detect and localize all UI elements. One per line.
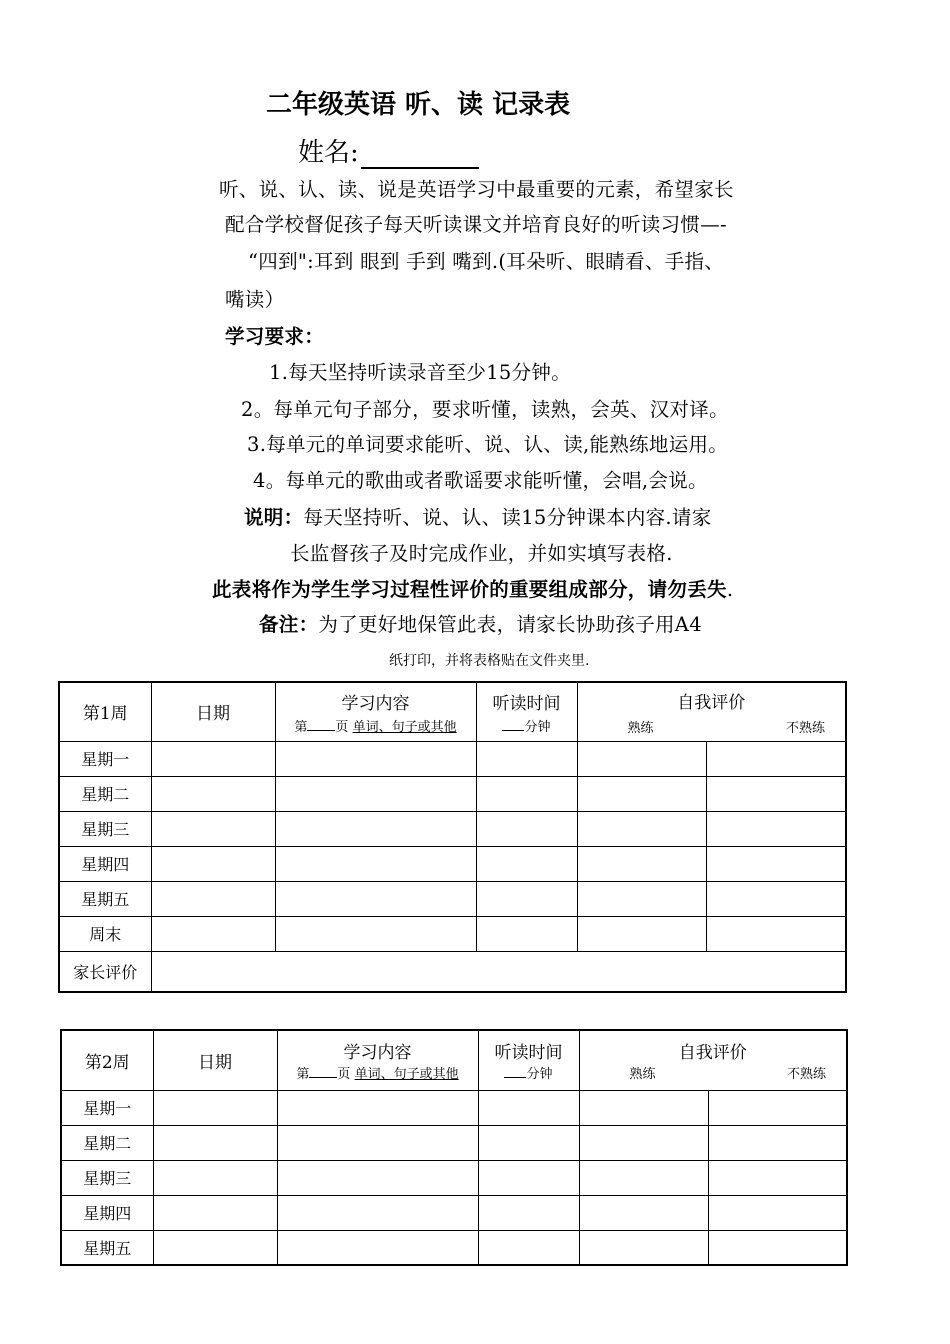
eval-not-proficient-cell[interactable]	[708, 1090, 847, 1125]
eval-not-proficient-cell[interactable]	[708, 1125, 847, 1160]
warning-text: 此表将作为学生学习过程性评价的重要组成部分，请勿丢失	[212, 578, 727, 601]
time-header	[476, 682, 577, 741]
eval-not-proficient: 不熟练	[786, 1067, 826, 1083]
remark-text-1: 为了更好地保管此表，请家长协助孩子用A4	[318, 613, 702, 636]
date-cell[interactable]	[151, 811, 275, 846]
time-header	[478, 1030, 579, 1090]
eval-not-proficient-cell[interactable]	[708, 1230, 847, 1265]
content-cell[interactable]	[277, 1230, 478, 1265]
eval-not-proficient-cell[interactable]	[706, 846, 846, 881]
table-row	[59, 846, 846, 881]
content-subheader: 第 页 单词、句子或其他	[294, 719, 457, 735]
table-row	[61, 1090, 847, 1125]
time-cell[interactable]	[478, 1195, 579, 1230]
time-cell[interactable]	[478, 1090, 579, 1125]
time-cell[interactable]	[478, 1125, 579, 1160]
time-cell[interactable]	[476, 881, 577, 916]
eval-proficient-cell[interactable]	[577, 916, 706, 951]
time-cell[interactable]	[476, 846, 577, 881]
self-eval-header	[579, 1030, 847, 1090]
note-text-1: 每天坚持听、说、认、读15分钟课本内容.请家	[303, 506, 712, 529]
week-1-table	[58, 681, 847, 993]
content-cell[interactable]	[277, 1125, 478, 1160]
time-cell[interactable]	[478, 1160, 579, 1195]
day-label: 星期三	[61, 1160, 153, 1195]
note-line-1	[244, 502, 712, 530]
time-header-label: 听读时间	[492, 693, 561, 714]
name-field[interactable]	[298, 132, 479, 169]
week-label: 第1周	[59, 682, 151, 741]
parent-eval-row	[59, 951, 846, 992]
date-cell[interactable]	[151, 916, 275, 951]
time-subheader: 分钟	[477, 716, 577, 735]
eval-proficient: 熟练	[627, 720, 654, 736]
day-label: 星期五	[61, 1230, 153, 1265]
content-cell[interactable]	[277, 1160, 478, 1195]
date-cell[interactable]	[151, 881, 275, 916]
table-row	[59, 776, 846, 811]
content-cell[interactable]	[275, 811, 476, 846]
eval-not-proficient: 不熟练	[785, 720, 825, 736]
requirement-item-3: 3.每单元的单词要求能听、说、认、读,能熟练地运用。	[247, 433, 729, 456]
eval-proficient: 熟练	[629, 1067, 656, 1083]
day-label: 星期二	[61, 1125, 153, 1160]
content-cell[interactable]	[275, 846, 476, 881]
eval-proficient-cell[interactable]	[579, 1090, 708, 1125]
table-row	[59, 916, 846, 951]
day-label: 星期二	[59, 776, 151, 811]
content-cell[interactable]	[275, 916, 476, 951]
date-cell[interactable]	[151, 776, 275, 811]
time-cell[interactable]	[476, 916, 577, 951]
eval-proficient-cell[interactable]	[577, 776, 706, 811]
eval-not-proficient-cell[interactable]	[708, 1195, 847, 1230]
eval-proficient-cell[interactable]	[577, 811, 706, 846]
page-title: 二年级英语 听、读 记录表	[266, 90, 571, 120]
parent-eval-cell[interactable]	[151, 951, 846, 992]
note-label: 说明：	[244, 506, 304, 529]
warning-line	[212, 574, 733, 602]
date-cell[interactable]	[153, 1160, 277, 1195]
warning-tail: .	[726, 578, 734, 601]
date-cell[interactable]	[151, 846, 275, 881]
content-cell[interactable]	[277, 1195, 478, 1230]
day-label: 星期五	[59, 881, 151, 916]
date-header: 日期	[151, 682, 275, 741]
remark-label: 备注：	[259, 613, 319, 636]
intro-line-1: 听、说、认、读、说是英语学习中最重要的元素，希望家长	[219, 178, 734, 201]
day-label: 星期四	[59, 846, 151, 881]
content-header-label: 学习内容	[343, 1043, 412, 1064]
self-eval-label: 自我评价	[677, 692, 746, 713]
remark-line-2: 纸打印，并将表格贴在文件夹里.	[389, 653, 590, 669]
table-row	[59, 881, 846, 916]
intro-line-4: 嘴读）	[225, 288, 285, 311]
requirements-heading: 学习要求：	[225, 325, 325, 348]
time-header-label: 听读时间	[494, 1043, 563, 1064]
date-cell[interactable]	[153, 1230, 277, 1265]
note-line-2: 长监督孩子及时完成作业，并如实填写表格.	[290, 542, 673, 565]
table-row	[61, 1125, 847, 1160]
table-row	[61, 1160, 847, 1195]
date-cell[interactable]	[153, 1125, 277, 1160]
self-eval-label: 自我评价	[678, 1043, 747, 1064]
time-cell[interactable]	[478, 1230, 579, 1265]
content-cell[interactable]	[277, 1090, 478, 1125]
date-cell[interactable]	[153, 1090, 277, 1125]
content-cell[interactable]	[275, 776, 476, 811]
name-label: 姓名:	[298, 138, 359, 168]
requirement-item-1: 1.每天坚持听读录音至少15分钟。	[269, 361, 572, 384]
content-header	[277, 1030, 478, 1090]
content-cell[interactable]	[275, 741, 476, 776]
content-header-label: 学习内容	[341, 693, 410, 714]
content-subheader: 第 页 单词、句子或其他	[296, 1067, 459, 1083]
parent-eval-label: 家长评价	[59, 951, 151, 992]
eval-not-proficient-cell[interactable]	[706, 881, 846, 916]
day-label: 星期四	[61, 1195, 153, 1230]
time-cell[interactable]	[476, 811, 577, 846]
table-row	[61, 1230, 847, 1265]
day-label: 星期一	[61, 1090, 153, 1125]
week-label: 第2周	[61, 1030, 153, 1090]
self-eval-header	[577, 682, 846, 741]
eval-not-proficient-cell[interactable]	[706, 916, 846, 951]
date-cell[interactable]	[151, 741, 275, 776]
day-label: 星期一	[59, 741, 151, 776]
table-row	[59, 741, 846, 776]
date-header: 日期	[153, 1030, 277, 1090]
day-label: 星期三	[59, 811, 151, 846]
content-cell[interactable]	[275, 881, 476, 916]
eval-not-proficient-cell[interactable]	[706, 776, 846, 811]
eval-proficient-cell[interactable]	[577, 881, 706, 916]
table-row	[61, 1195, 847, 1230]
eval-proficient-cell[interactable]	[579, 1230, 708, 1265]
remark-line-1	[259, 609, 702, 637]
time-cell[interactable]	[476, 741, 577, 776]
content-header	[275, 682, 476, 741]
time-cell[interactable]	[476, 776, 577, 811]
eval-not-proficient-cell[interactable]	[706, 741, 846, 776]
requirement-item-2: 2。每单元句子部分，要求听懂，读熟，会英、汉对译。	[241, 398, 729, 421]
eval-proficient-cell[interactable]	[577, 846, 706, 881]
time-subheader: 分钟	[479, 1063, 579, 1082]
eval-proficient-cell[interactable]	[579, 1125, 708, 1160]
name-blank-line[interactable]	[361, 139, 479, 169]
week-2-table	[60, 1029, 848, 1266]
day-label: 周末	[59, 916, 151, 951]
eval-proficient-cell[interactable]	[579, 1195, 708, 1230]
intro-line-2: 配合学校督促孩子每天听读课文并培育良好的听读习惯—-	[225, 213, 727, 236]
table-row	[59, 811, 846, 846]
eval-not-proficient-cell[interactable]	[706, 811, 846, 846]
eval-not-proficient-cell[interactable]	[708, 1160, 847, 1195]
requirement-item-4: 4。每单元的歌曲或者歌谣要求能听懂，会唱,会说。	[253, 469, 708, 492]
eval-proficient-cell[interactable]	[577, 741, 706, 776]
eval-proficient-cell[interactable]	[579, 1160, 708, 1195]
intro-line-3: “四到":耳到 眼到 手到 嘴到.(耳朵听、眼睛看、手指、	[248, 250, 725, 273]
date-cell[interactable]	[153, 1195, 277, 1230]
